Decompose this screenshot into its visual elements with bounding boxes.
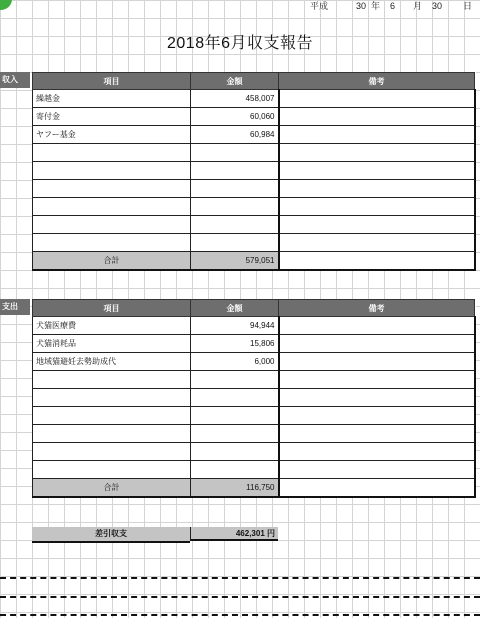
expense-total-row xyxy=(33,479,475,498)
expense-item-cell: 地域猫避妊去勢助成代 xyxy=(33,353,191,371)
income-amount-cell xyxy=(191,144,279,162)
expense-note-cell xyxy=(279,461,475,479)
table-row xyxy=(33,389,475,407)
income-col-amount-header: 金額 xyxy=(191,73,279,90)
income-col-note-header: 備考 xyxy=(279,73,475,90)
page-title: 2018年6月収支報告 xyxy=(167,35,313,52)
expense-col-item-header: 項目 xyxy=(33,300,191,317)
expense-amount-cell xyxy=(191,443,279,461)
table-row xyxy=(33,371,475,389)
income-note-cell xyxy=(279,108,475,126)
year-value: 30 xyxy=(356,1,367,11)
income-note-cell xyxy=(279,198,475,216)
income-amount-cell xyxy=(191,180,279,198)
net-balance-label: 差引収支 xyxy=(32,527,190,543)
expense-col-note-header: 備考 xyxy=(279,300,475,317)
expense-amount-cell xyxy=(191,407,279,425)
table-row xyxy=(33,144,475,162)
expense-total-label: 合計 xyxy=(33,479,191,498)
table-row xyxy=(33,162,475,180)
income-item-cell xyxy=(33,162,191,180)
expense-table xyxy=(32,299,476,498)
expense-item-cell: 犬猫消耗品 xyxy=(33,335,191,353)
income-note-cell xyxy=(279,180,475,198)
expense-amount-cell xyxy=(191,371,279,389)
month-unit: 月 xyxy=(413,1,423,11)
income-item-cell xyxy=(33,216,191,234)
net-balance-value: 462,301 円 xyxy=(190,527,278,541)
expense-note-cell xyxy=(279,407,475,425)
expense-item-cell xyxy=(33,407,191,425)
income-table xyxy=(32,72,476,271)
income-amount-cell: 458,007 xyxy=(191,90,279,108)
income-amount-cell xyxy=(191,216,279,234)
green-dot-icon xyxy=(0,0,12,10)
expense-note-cell xyxy=(279,335,475,353)
table-row xyxy=(33,335,475,353)
expense-amount-cell: 15,806 xyxy=(191,335,279,353)
income-total-label: 合計 xyxy=(33,252,191,271)
expense-total-value: 116,750 xyxy=(191,479,279,498)
table-row xyxy=(33,126,475,144)
income-item-cell: 寄付金 xyxy=(33,108,191,126)
expense-amount-cell xyxy=(191,425,279,443)
income-note-cell xyxy=(279,126,475,144)
income-amount-cell xyxy=(191,162,279,180)
income-amount-cell xyxy=(191,198,279,216)
expense-note-cell xyxy=(279,371,475,389)
income-note-cell xyxy=(279,252,475,271)
income-amount-cell xyxy=(191,234,279,252)
expense-amount-cell: 94,944 xyxy=(191,317,279,335)
income-amount-cell: 60,060 xyxy=(191,108,279,126)
expense-note-cell xyxy=(279,425,475,443)
table-row xyxy=(33,425,475,443)
table-row xyxy=(33,443,475,461)
income-col-item-header: 項目 xyxy=(33,73,191,90)
expense-item-cell: 犬猫医療費 xyxy=(33,317,191,335)
income-note-cell xyxy=(279,144,475,162)
income-item-cell xyxy=(33,234,191,252)
income-note-cell xyxy=(279,234,475,252)
table-row xyxy=(33,216,475,234)
table-row xyxy=(33,317,475,335)
expense-side-label: 支出 xyxy=(0,299,30,315)
expense-note-cell xyxy=(279,443,475,461)
income-item-cell xyxy=(33,180,191,198)
expense-item-cell xyxy=(33,461,191,479)
table-row xyxy=(33,90,475,108)
expense-rows xyxy=(33,317,475,498)
expense-item-cell xyxy=(33,443,191,461)
income-item-cell xyxy=(33,144,191,162)
day-unit: 日 xyxy=(463,1,473,11)
dashed-divider xyxy=(0,577,480,579)
income-note-cell xyxy=(279,90,475,108)
expense-amount-cell xyxy=(191,461,279,479)
table-row xyxy=(33,461,475,479)
expense-amount-cell: 6,000 xyxy=(191,353,279,371)
income-note-cell xyxy=(279,216,475,234)
table-row xyxy=(33,108,475,126)
income-item-cell: 繰越金 xyxy=(33,90,191,108)
expense-item-cell xyxy=(33,371,191,389)
expense-item-cell xyxy=(33,389,191,407)
day-value: 30 xyxy=(432,1,443,11)
expense-note-cell xyxy=(279,389,475,407)
expense-amount-cell xyxy=(191,389,279,407)
expense-note-cell xyxy=(279,479,475,498)
era-label: 平成 xyxy=(310,1,329,11)
income-amount-cell: 60,984 xyxy=(191,126,279,144)
table-row xyxy=(33,198,475,216)
dashed-divider xyxy=(0,596,480,598)
table-row xyxy=(33,180,475,198)
table-row xyxy=(33,407,475,425)
income-total-row xyxy=(33,252,475,271)
table-row xyxy=(33,234,475,252)
income-total-value: 579,051 xyxy=(191,252,279,271)
expense-note-cell xyxy=(279,317,475,335)
income-rows xyxy=(33,90,475,271)
expense-item-cell xyxy=(33,425,191,443)
income-item-cell xyxy=(33,198,191,216)
month-value: 6 xyxy=(390,1,396,11)
dashed-divider xyxy=(0,614,480,616)
income-item-cell: ヤフー基金 xyxy=(33,126,191,144)
table-row xyxy=(33,353,475,371)
year-unit: 年 xyxy=(371,1,381,11)
income-note-cell xyxy=(279,162,475,180)
expense-note-cell xyxy=(279,353,475,371)
income-side-label: 収入 xyxy=(0,72,30,88)
expense-col-amount-header: 金額 xyxy=(191,300,279,317)
